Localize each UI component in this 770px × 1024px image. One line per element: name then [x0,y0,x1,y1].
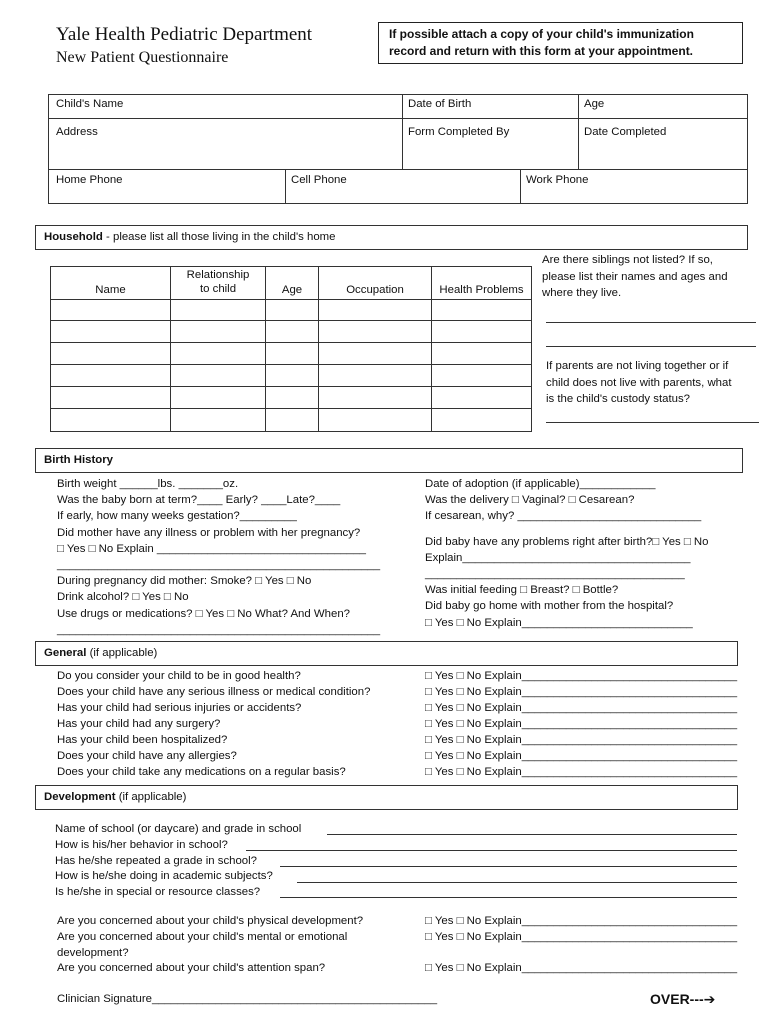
child-info-box [48,94,748,204]
concern-answer[interactable]: □ Yes □ No Explain__________________________________ [425,915,738,927]
col-relationship-1: Relationship [186,269,250,281]
cesarean-why[interactable]: If cesarean, why? _____________________________ [425,510,702,523]
development-label: Development [44,791,116,803]
delivery-type[interactable]: Was the delivery □ Vaginal? □ Cesarean? [425,494,635,507]
siblings-q-line: Are there siblings not listed? If so, [542,254,713,266]
baby-home-answer[interactable]: □ Yes □ No Explain___________________________ [425,616,693,629]
divider [578,94,579,169]
form-completed-by-field[interactable]: Form Completed By [408,126,510,138]
mother-illness-q: Did mother have any illness or problem with her pregnancy? [57,526,361,539]
household-table [50,266,532,432]
baby-problems-line[interactable]: _________________________________________ [425,568,685,581]
general-answers [425,668,737,780]
table-row[interactable] [51,387,532,409]
col-health-problems: Health Problems [432,267,532,300]
concern-answer[interactable]: □ Yes □ No Explain__________________________________ [425,962,738,975]
general-answer[interactable]: □ Yes □ No Explain__________________________________ [425,766,738,778]
general-q-hospitalized: Has your child been hospitalized? [57,734,228,746]
general-label: General [44,647,87,659]
general-q-good-health: Do you consider your child to be in good health? [57,670,301,682]
custody-q-line: child does not live with parents, what [546,376,732,389]
special-classes-line[interactable] [280,897,737,898]
immunization-notice: If possible attach a copy of your child's immunization record and return with this form at your appointment. [378,22,743,64]
over-indicator: OVER---➔ [650,991,716,1007]
initial-feeding[interactable]: Was initial feeding □ Breast? □ Bottle? [425,584,619,597]
clinician-signature[interactable]: Clinician Signature_____________________________________________ [57,993,438,1005]
date-completed-field[interactable]: Date Completed [584,126,667,138]
drugs-medications[interactable]: Use drugs or medications? □ Yes □ No What? And When? [57,607,350,620]
general-answer[interactable]: □ Yes □ No Explain__________________________________ [425,718,738,730]
siblings-line-1[interactable] [546,322,756,323]
repeated-grade-line[interactable] [280,866,737,867]
table-row[interactable] [51,300,532,321]
table-row[interactable] [51,409,532,432]
baby-problems-explain[interactable]: Explain____________________________________ [425,551,691,564]
concern-physical: Are you concerned about your child's physical development? [57,915,364,927]
mother-illness-answer[interactable]: □ Yes □ No Explain _________________________________ [57,542,366,555]
mother-illness-line[interactable]: ___________________________________________________ [57,559,381,572]
concern-mental-2: development? [57,946,129,959]
form-title: Yale Health Pediatric Department [56,24,313,45]
divider [48,118,748,119]
custody-question [546,358,732,408]
general-answer[interactable]: □ Yes □ No Explain__________________________________ [425,702,738,714]
birth-weight[interactable]: Birth weight ______lbs. _______oz. [57,478,239,490]
academic-subjects: How is he/she doing in academic subjects? [55,870,273,883]
table-row[interactable] [51,321,532,343]
custody-q-line: If parents are not living together or if [546,360,729,372]
childs-name-field[interactable]: Child's Name [56,98,124,110]
drugs-line[interactable]: ___________________________________________________ [57,623,381,636]
household-desc: - please list all those living in the child's home [102,231,336,243]
baby-problems-after-birth[interactable]: Did baby have any problems right after birth?□ Yes □ No [425,535,709,548]
col-occupation: Occupation [319,267,432,300]
birth-right-column [425,476,709,631]
general-q-allergies: Does your child have any allergies? [57,750,237,762]
birth-left-column [57,476,380,638]
form-subtitle: New Patient Questionnaire [56,49,229,66]
repeated-grade: Has he/she repeated a grade in school? [55,854,258,867]
siblings-q-line: where they live. [542,287,622,299]
development-note: (if applicable) [115,791,187,803]
born-at-term[interactable]: Was the baby born at term?____ Early? ____Late?____ [57,494,341,507]
custody-q-line: is the child's custody status? [546,393,690,405]
birth-history-label: Birth History [44,454,113,466]
development-section-header [35,785,738,810]
general-answer[interactable]: □ Yes □ No Explain__________________________________ [425,734,738,746]
address-field[interactable]: Address [56,126,98,138]
work-phone-field[interactable]: Work Phone [526,174,589,186]
home-phone-field[interactable]: Home Phone [56,174,123,186]
general-answer[interactable]: □ Yes □ No Explain__________________________________ [425,750,738,762]
age-field[interactable]: Age [584,98,605,110]
siblings-question [542,252,728,302]
siblings-q-line: please list their names and ages and [542,270,728,283]
school-name-grade: Name of school (or daycare) and grade in school [55,823,302,835]
special-classes: Is he/she in special or resource classes? [55,886,261,899]
divider [285,169,286,204]
baby-home-with-mother: Did baby go home with mother from the hospital? [425,600,674,613]
date-of-adoption[interactable]: Date of adoption (if applicable)____________ [425,478,656,490]
divider [520,169,521,204]
pregnancy-smoke[interactable]: During pregnancy did mother: Smoke? □ Yes □ No [57,575,312,588]
col-age: Age [266,267,319,300]
table-row[interactable] [51,343,532,365]
school-behavior: How is his/her behavior in school? [55,838,228,851]
general-q-injuries: Has your child had serious injuries or accidents? [57,702,302,714]
divider [402,94,403,169]
col-relationship-2: to child [199,283,237,295]
school-name-line[interactable] [327,834,737,835]
concern-answers [425,914,737,977]
household-header-row [51,267,532,300]
academic-line[interactable] [297,882,737,883]
general-section-header [35,641,738,666]
divider [48,169,748,170]
col-name: Name [51,267,171,300]
col-relationship [171,267,266,300]
weeks-gestation[interactable]: If early, how many weeks gestation?_________ [57,510,297,523]
concern-questions [57,914,363,977]
birth-history-header [35,448,743,473]
drink-alcohol[interactable]: Drink alcohol? □ Yes □ No [57,591,189,604]
concern-mental-1: Are you concerned about your child's mental or emotional [57,930,348,943]
custody-line[interactable] [546,422,759,423]
general-note: (if applicable) [86,647,158,659]
cell-phone-field[interactable]: Cell Phone [291,174,347,186]
household-section-header [35,225,748,250]
general-q-medications: Does your child take any medications on a regular basis? [57,766,346,778]
household-label: Household [44,231,103,243]
behavior-line[interactable] [246,850,737,851]
concern-answer[interactable]: □ Yes □ No Explain__________________________________ [425,930,738,943]
siblings-line-2[interactable] [546,346,756,347]
general-questions [57,668,370,780]
date-of-birth-field[interactable]: Date of Birth [408,98,472,110]
general-answer[interactable]: □ Yes □ No Explain__________________________________ [425,670,738,682]
table-row[interactable] [51,365,532,387]
general-answer[interactable]: □ Yes □ No Explain__________________________________ [425,686,738,698]
general-q-surgery: Has your child had any surgery? [57,718,221,730]
general-q-serious-illness: Does your child have any serious illness or medical condition? [57,686,371,698]
concern-attention: Are you concerned about your child's attention span? [57,962,326,975]
school-questions [55,822,301,901]
